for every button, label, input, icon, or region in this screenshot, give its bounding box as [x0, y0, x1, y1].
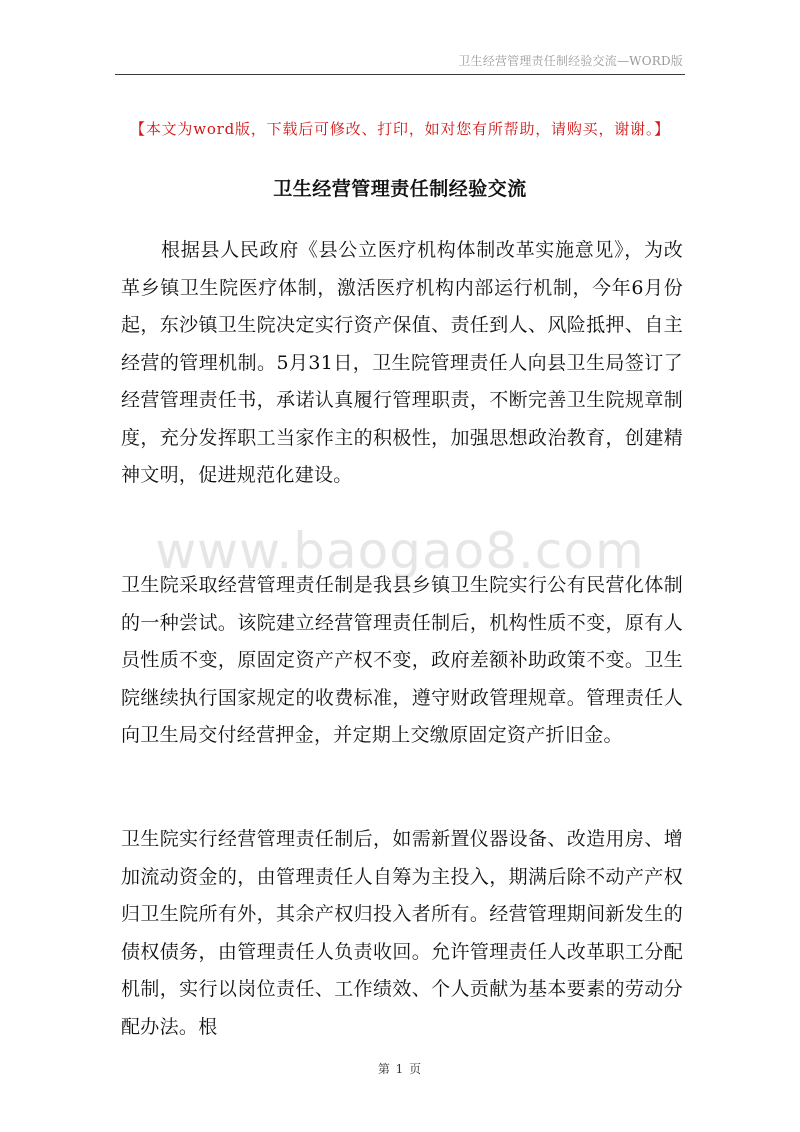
paragraph-2: 卫生院采取经营管理责任制是我县乡镇卫生院实行公有民营化体制的一种尝试。该院建立经营管理责任制后，机构性质不变，原有人员性质不变，原固定资产产权不变，政府差额补助政策不变。卫生院继续执行国家规定的收费标准，遵守财政管理规章。管理责任人向卫生局交付经营押金，并定期上交缴原固定资产折旧金。 — [121, 574, 683, 746]
watermark: www.baogao8.com — [155, 522, 645, 580]
header-rule — [115, 74, 685, 75]
document-title: 卫生经营管理责任制经验交流 — [273, 178, 527, 200]
running-header: 卫生经营管理责任制经验交流—WORD版 — [458, 54, 683, 68]
page-number: 第 1 页 — [377, 1062, 423, 1076]
paragraph-1: 根据县人民政府《县公立医疗机构体制改革实施意见》，为改革乡镇卫生院医疗体制，激活医疗机构内部运行机制，今年6月份起，东沙镇卫生院决定实行资产保值、责任到人、风险抵押、自主经营的管理机制。5月31日，卫生院管理责任人向县卫生局签订了经营管理责任书，承诺认真履行管理职责，不断完善卫生院规章制度，充分发挥职工当家作主的积极性，加强思想政治教育，创建精神文明，促进规范化建设。 — [121, 239, 683, 486]
download-notice: 【本文为word版，下载后可修改、打印，如对您有所帮助，请购买，谢谢。】 — [130, 120, 670, 138]
paragraph-3: 卫生院实行经营管理责任制后，如需新置仪器设备、改造用房、增加流动资金的，由管理责任人自筹为主投入，期满后除不动产产权归卫生院所有外，其余产权归投入者所有。经营管理期间新发生的债权债务，由管理责任人负责收回。允许管理责任人改革职工分配机制，实行以岗位责任、工作绩效、个人贡献为基本要素的劳动分配办法。根 — [121, 828, 683, 1038]
